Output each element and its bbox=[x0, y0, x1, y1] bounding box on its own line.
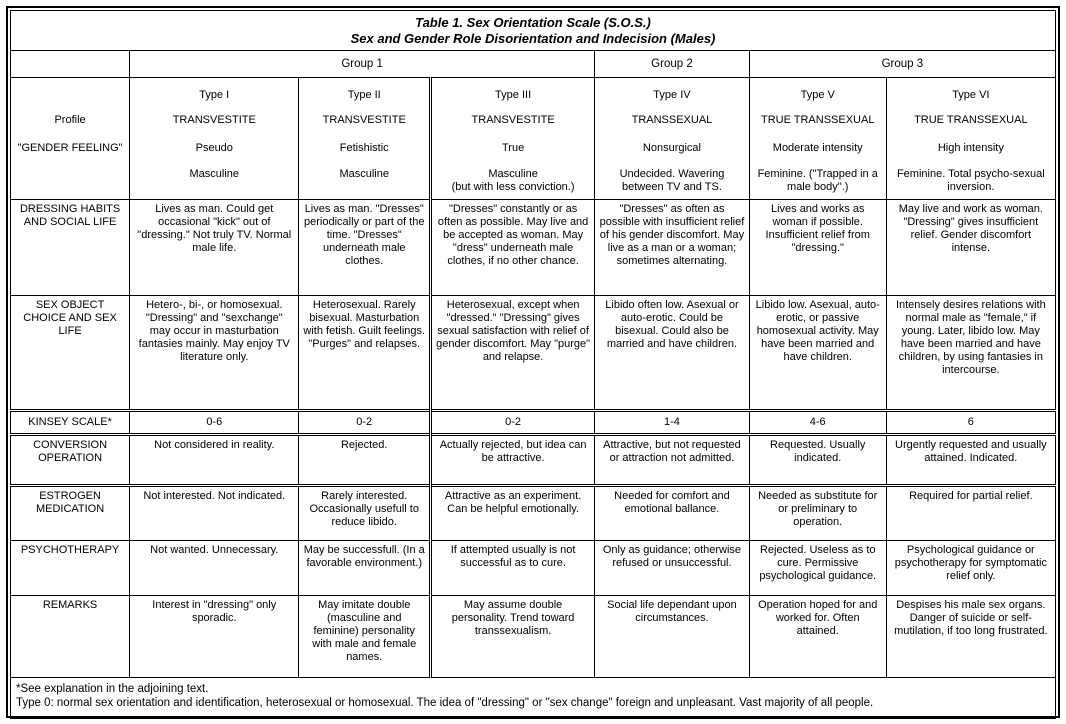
row-label: SEX OBJECT CHOICE AND SEX LIFE bbox=[11, 296, 130, 411]
type-feeling bbox=[436, 168, 590, 194]
psychotherapy-row bbox=[11, 541, 1056, 596]
type-feeling-line1: Masculine bbox=[488, 168, 538, 180]
title-line-2: Sex and Gender Role Disorientation and Indecision (Males) bbox=[350, 30, 716, 46]
type-subtype: True bbox=[501, 142, 525, 154]
profile-label: Profile bbox=[54, 114, 86, 126]
cell-remarks-type5: Operation hoped for and worked for. Often attained. bbox=[749, 596, 886, 678]
type-1-header bbox=[130, 78, 299, 200]
type-category: TRANSVESTITE bbox=[471, 114, 555, 126]
cell-remarks-type2: May imitate double (masculine and feminine) personality with male and female names. bbox=[299, 596, 431, 678]
cell-psychotherapy-type6: Psychological guidance or psychotherapy for symptomatic relief only. bbox=[886, 541, 1055, 596]
cell-remarks-type4: Social life dependant upon circumstances. bbox=[595, 596, 750, 678]
conversion-operation-row bbox=[11, 435, 1056, 486]
footnotes bbox=[11, 678, 1056, 719]
table-outer-frame bbox=[6, 6, 1060, 718]
type-category: TRANSSEXUAL bbox=[631, 114, 713, 126]
type-feeling-line2: (but with less conviction.) bbox=[451, 181, 575, 193]
cell-kinsey-type4: 1-4 bbox=[595, 411, 750, 435]
profile-row-label bbox=[11, 78, 130, 200]
estrogen-medication-row bbox=[11, 486, 1056, 541]
cell-kinsey-type5: 4-6 bbox=[749, 411, 886, 435]
type-subtype: High intensity bbox=[937, 142, 1004, 154]
cell-kinsey-type6: 6 bbox=[886, 411, 1055, 435]
type-feeling bbox=[891, 168, 1051, 194]
cell-kinsey-type3: 0-2 bbox=[431, 411, 595, 435]
cell-estrogen-type1: Not interested. Not indicated. bbox=[130, 486, 299, 541]
row-label: CONVERSION OPERATION bbox=[11, 435, 130, 486]
cell-sexobject-type2: Heterosexual. Rarely bisexual. Masturbation with fetish. Guilt feelings. "Purges" and relapses. bbox=[299, 296, 431, 411]
group-3-header: Group 3 bbox=[749, 51, 1055, 78]
type-category: TRANSVESTITE bbox=[172, 114, 256, 126]
cell-conversion-type2: Rejected. bbox=[299, 435, 431, 486]
type-5-header bbox=[749, 78, 886, 200]
type-feeling-line1: Feminine. Total psycho-sexual inversion. bbox=[896, 168, 1045, 193]
cell-estrogen-type5: Needed as substitute for or preliminary to operation. bbox=[749, 486, 886, 541]
type-name: Type IV bbox=[653, 89, 691, 101]
cell-remarks-type6: Despises his male sex organs. Danger of suicide or self-mutilation, if too long frustrated. bbox=[886, 596, 1055, 678]
title-line-1: Table 1. Sex Orientation Scale (S.O.S.) bbox=[415, 14, 651, 30]
type-4-header bbox=[595, 78, 750, 200]
type-name: Type III bbox=[495, 89, 532, 101]
type-feeling bbox=[754, 168, 882, 194]
type-subtype: Pseudo bbox=[195, 142, 233, 154]
type-category: TRUE TRANSSEXUAL bbox=[760, 114, 875, 126]
profile-header-row bbox=[11, 78, 1056, 200]
type-2-header bbox=[299, 78, 431, 200]
title-row bbox=[11, 11, 1056, 51]
cell-psychotherapy-type4: Only as guidance; otherwise refused or unsuccessful. bbox=[595, 541, 750, 596]
cell-conversion-type1: Not considered in reality. bbox=[130, 435, 299, 486]
type-feeling bbox=[599, 168, 745, 194]
cell-sexobject-type6: Intensely desires relations with normal male as "female," if young. Later, libido low. May have been married and have children, by using fantasies in intercourse. bbox=[886, 296, 1055, 411]
type-name: Type V bbox=[800, 89, 835, 101]
type-feeling-line1: Masculine bbox=[339, 168, 389, 180]
type-category: TRANSVESTITE bbox=[322, 114, 406, 126]
type-feeling-line1: Undecided. Wavering between TV and TS. bbox=[619, 168, 725, 193]
sos-table bbox=[10, 10, 1056, 719]
row-label: ESTROGEN MEDICATION bbox=[11, 486, 130, 541]
type-name: Type VI bbox=[952, 89, 990, 101]
kinsey-scale-row bbox=[11, 411, 1056, 435]
cell-remarks-type1: Interest in "dressing" only sporadic. bbox=[130, 596, 299, 678]
cell-sexobject-type1: Hetero-, bi-, or homosexual. "Dressing" and "sexchange" may occur in masturbation fantasies mainly. May enjoy TV literature only. bbox=[130, 296, 299, 411]
group-2-header: Group 2 bbox=[595, 51, 750, 78]
type-subtype: Moderate intensity bbox=[772, 142, 863, 154]
dressing-habits-row bbox=[11, 200, 1056, 296]
type-feeling-line1: Feminine. ("Trapped in a male body".) bbox=[757, 168, 878, 193]
cell-remarks-type3: May assume double personality. Trend toward transsexualism. bbox=[431, 596, 595, 678]
row-label: DRESSING HABITS AND SOCIAL LIFE bbox=[11, 200, 130, 296]
type-name: Type II bbox=[347, 89, 381, 101]
group-header-row bbox=[11, 51, 1056, 78]
cell-sexobject-type3: Heterosexual, except when "dressed." "Dressing" gives sexual satisfaction with relief of gender discomfort. May "purge" and relapse. bbox=[431, 296, 595, 411]
sex-object-row bbox=[11, 296, 1056, 411]
cell-estrogen-type2: Rarely interested. Occasionally usefull to reduce libido. bbox=[299, 486, 431, 541]
corner-cell bbox=[11, 51, 130, 78]
cell-estrogen-type3: Attractive as an experiment. Can be helpful emotionally. bbox=[431, 486, 595, 541]
row-label: PSYCHOTHERAPY bbox=[11, 541, 130, 596]
cell-estrogen-type4: Needed for comfort and emotional ballance. bbox=[595, 486, 750, 541]
gender-feeling-label: "GENDER FEELING" bbox=[17, 142, 123, 154]
cell-sexobject-type5: Libido low. Asexual, auto-erotic, or passive homosexual activity. May have been married and have children. bbox=[749, 296, 886, 411]
cell-dressing-type4: "Dresses" as often as possible with insufficient relief of his gender discomfort. May live as a man or a woman; sometimes alternating. bbox=[595, 200, 750, 296]
cell-kinsey-type1: 0-6 bbox=[130, 411, 299, 435]
cell-dressing-type3: "Dresses" constantly or as often as possible. May live and be accepted as woman. May "dress" underneath male clothes, if no other chance. bbox=[431, 200, 595, 296]
footnote-line-1: *See explanation in the adjoining text. bbox=[16, 683, 209, 695]
cell-conversion-type5: Requested. Usually indicated. bbox=[749, 435, 886, 486]
cell-sexobject-type4: Libido often low. Asexual or auto-erotic. Could be bisexual. Could also be married and have children. bbox=[595, 296, 750, 411]
type-feeling-line1: Masculine bbox=[189, 168, 240, 180]
type-3-header bbox=[431, 78, 595, 200]
type-feeling bbox=[303, 168, 425, 181]
cell-dressing-type2: Lives as man. "Dresses" periodically or part of the time. "Dresses" underneath male clothes. bbox=[299, 200, 431, 296]
type-subtype: Nonsurgical bbox=[642, 142, 701, 154]
cell-dressing-type1: Lives as man. Could get occasional "kick" out of "dressing." Not truly TV. Normal male life. bbox=[130, 200, 299, 296]
type-subtype: Fetishistic bbox=[339, 142, 389, 154]
type-feeling bbox=[134, 168, 294, 181]
row-label: KINSEY SCALE* bbox=[11, 411, 130, 435]
cell-estrogen-type6: Required for partial relief. bbox=[886, 486, 1055, 541]
footnote-line-2: Type 0: normal sex orientation and identification, heterosexual or homosexual. The idea of "dressing" or "sex change" foreign and unpleasant. Vast majority of all people. bbox=[16, 697, 874, 709]
cell-dressing-type6: May live and work as woman. "Dressing" gives insufficient relief. Gender discomfort intense. bbox=[886, 200, 1055, 296]
footnote-row bbox=[11, 678, 1056, 719]
cell-psychotherapy-type1: Not wanted. Unnecessary. bbox=[130, 541, 299, 596]
cell-psychotherapy-type3: If attempted usually is not successful as to cure. bbox=[431, 541, 595, 596]
type-name: Type I bbox=[199, 89, 230, 101]
row-label: REMARKS bbox=[11, 596, 130, 678]
cell-psychotherapy-type5: Rejected. Useless as to cure. Permissive psychological guidance. bbox=[749, 541, 886, 596]
spacer bbox=[15, 80, 125, 106]
cell-kinsey-type2: 0-2 bbox=[299, 411, 431, 435]
type-6-header bbox=[886, 78, 1055, 200]
group-1-header: Group 1 bbox=[130, 51, 595, 78]
type-category: TRUE TRANSSEXUAL bbox=[914, 114, 1028, 126]
cell-psychotherapy-type2: May be successfull. (In a favorable environment.) bbox=[299, 541, 431, 596]
cell-conversion-type3: Actually rejected, but idea can be attractive. bbox=[431, 435, 595, 486]
remarks-row bbox=[11, 596, 1056, 678]
cell-conversion-type4: Attractive, but not requested or attraction not admitted. bbox=[595, 435, 750, 486]
cell-dressing-type5: Lives and works as woman if possible. Insufficient relief from "dressing." bbox=[749, 200, 886, 296]
page-title bbox=[11, 11, 1056, 51]
cell-conversion-type6: Urgently requested and usually attained. Indicated. bbox=[886, 435, 1055, 486]
